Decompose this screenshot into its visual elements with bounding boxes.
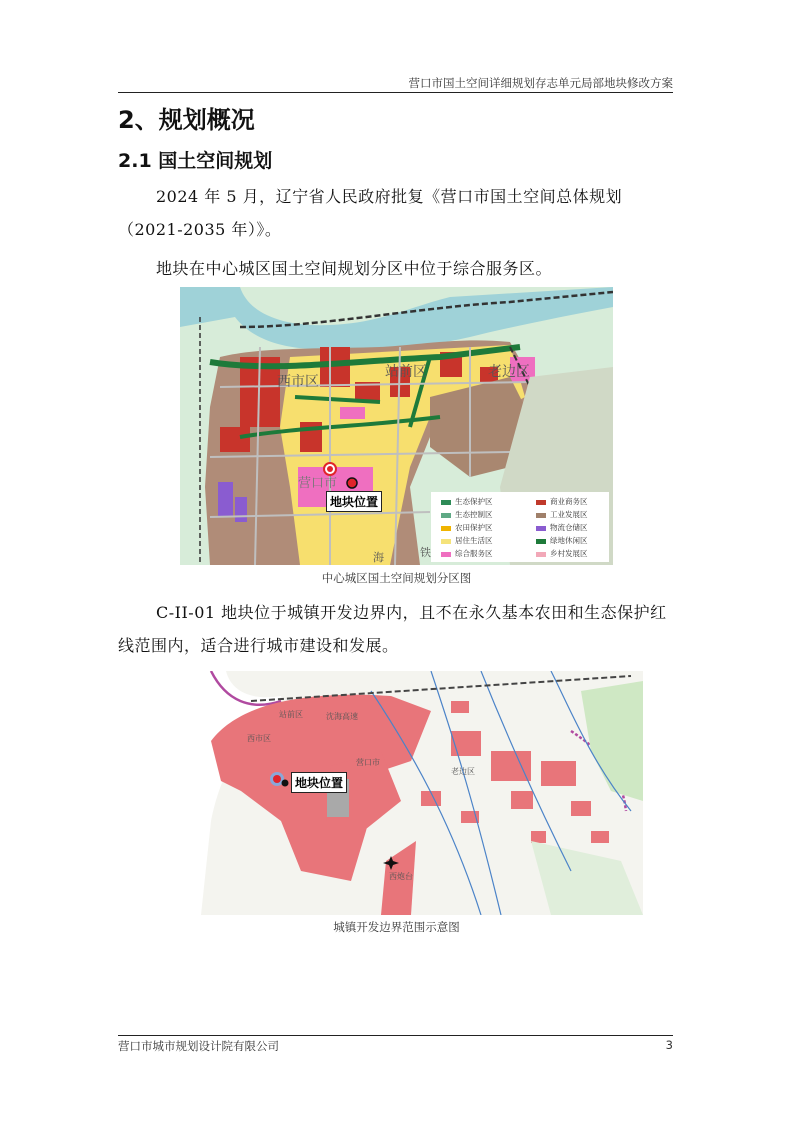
page-header bbox=[118, 72, 673, 93]
map-label-xishi: 西市区 bbox=[277, 374, 319, 390]
site-marker-label: 地块位置 bbox=[326, 491, 382, 512]
subsection-heading: 2.1 国土空间规划 bbox=[118, 150, 273, 172]
section-heading: 2、规划概况 bbox=[118, 106, 255, 134]
paragraph-zoning: 地块在中心城区国土空间规划分区中位于综合服务区。 bbox=[156, 259, 553, 278]
figure1-caption: 中心城区国土空间规划分区图 bbox=[321, 571, 472, 585]
legend-item: 生态保护区 bbox=[441, 496, 493, 507]
legend-item: 生态控制区 bbox=[441, 509, 493, 520]
legend-item: 商业商务区 bbox=[536, 496, 588, 507]
legend-item: 物流仓储区 bbox=[536, 522, 588, 533]
legend-item: 农田保护区 bbox=[441, 522, 493, 533]
map-label-railway: 铁 bbox=[420, 546, 431, 559]
legend-item: 居住生活区 bbox=[441, 535, 493, 546]
map-label-e: 沈海高速 bbox=[326, 712, 358, 721]
map-label-zhanqian: 站前区 bbox=[385, 364, 427, 380]
paragraph-boundary: C-II-01 地块位于城镇开发边界内，且不在永久基本农田和生态保护红线范围内，适合进行城市建设和发展。 bbox=[118, 603, 667, 655]
site-marker-label: 地块位置 bbox=[291, 772, 347, 793]
map-label-f: 西炮台 bbox=[389, 872, 413, 881]
legend-item: 乡村发展区 bbox=[536, 548, 588, 559]
legend-item: 综合服务区 bbox=[441, 548, 493, 559]
map-label-b: 西市区 bbox=[247, 734, 271, 743]
map-label-a: 站前区 bbox=[279, 710, 303, 719]
boundary-map bbox=[151, 671, 643, 915]
map-label-laobian: 老边区 bbox=[488, 364, 530, 380]
page-number: 3 bbox=[665, 1038, 673, 1052]
site-pin-icon bbox=[273, 775, 281, 783]
zoning-legend bbox=[431, 492, 609, 562]
map-label-river: 海 bbox=[373, 551, 384, 564]
legend-item: 绿地休闲区 bbox=[536, 535, 588, 546]
site-pin-dot-icon bbox=[282, 780, 289, 787]
figure2-caption: 城镇开发边界范围示意图 bbox=[333, 920, 460, 934]
footer-company: 营口市城市规划设计院有限公司 bbox=[118, 1039, 279, 1053]
paragraph-approval: 2024 年 5 月，辽宁省人民政府批复《营口市国土空间总体规划（2021-2035 年）》。 bbox=[118, 187, 623, 239]
site-pin-icon bbox=[347, 478, 357, 488]
legend-item: 工业发展区 bbox=[536, 509, 588, 520]
header-title: 营口市国土空间详细规划存志单元局部地块修改方案 bbox=[408, 76, 673, 90]
page-footer bbox=[118, 1035, 673, 1054]
map-label-d: 营口市 bbox=[356, 758, 380, 767]
map-label-c: 老边区 bbox=[451, 767, 475, 776]
map-label-yingkou: 营口市 bbox=[298, 476, 338, 491]
